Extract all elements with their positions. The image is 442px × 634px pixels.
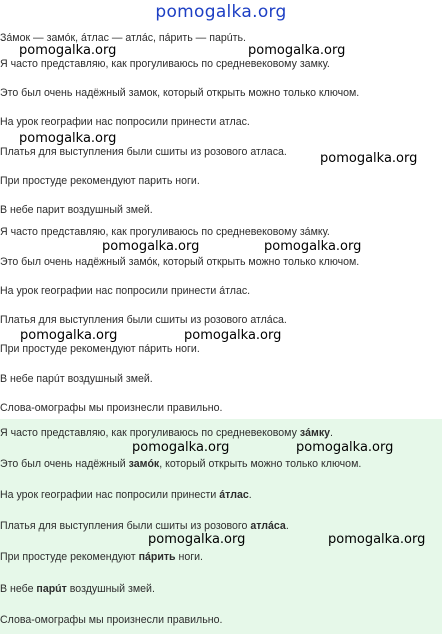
answer-text: При простуде рекомендуют	[0, 551, 139, 563]
answer-text: Это был очень надёжный	[0, 458, 129, 470]
sentence-line: На урок географии нас попросили принести áтлас.	[0, 285, 251, 297]
stressed-word: атлáса	[250, 520, 286, 532]
watermark-text: pomogalka.org	[328, 532, 426, 547]
sentence-line: Платья для выступления были сшиты из розового атласа.	[0, 146, 287, 158]
site-header-logo: pomogalka.org	[155, 2, 287, 22]
answer-text: .	[285, 520, 289, 532]
answer-text: воздушный змей.	[66, 583, 155, 595]
answer-text: , который открыть можно только ключом.	[159, 458, 362, 470]
sentence-line: На урок географии нас попросили принести атлас.	[0, 116, 250, 128]
stressed-word: зáмку	[299, 427, 331, 439]
answer-text: Я часто представляю, как прогуливаюсь по средневековому	[0, 427, 300, 439]
watermark-text: pomogalka.org	[19, 131, 117, 146]
watermark-text: pomogalka.org	[248, 43, 346, 58]
watermark-text: pomogalka.org	[132, 440, 230, 455]
answer-text: ноги.	[175, 551, 203, 563]
sentence-line: В небе парúт воздушный змей.	[0, 373, 153, 385]
watermark-text: pomogalka.org	[19, 43, 117, 58]
answer-text: Платья для выступления были сшиты из розового	[0, 520, 251, 532]
answer-line	[0, 427, 333, 440]
answer-line	[0, 614, 222, 627]
stressed-word: парúт	[36, 583, 67, 595]
answer-text: .	[330, 427, 333, 439]
answer-line	[0, 458, 361, 471]
answer-text: Слова-омографы мы произнесли правильно.	[0, 614, 223, 626]
watermark-text: pomogalka.org	[148, 532, 246, 547]
watermark-text: pomogalka.org	[264, 239, 362, 254]
answer-text: В небе	[0, 583, 37, 595]
sentence-line: Я часто представляю, как прогуливаюсь по средневековому зáмку.	[0, 226, 330, 238]
stressed-word: пáрить	[138, 551, 176, 563]
watermark-text: pomogalka.org	[296, 440, 394, 455]
sentence-line: При простуде рекомендуют пáрить ноги.	[0, 343, 200, 355]
sentence-line: Это был очень надёжный замóк, который открыть можно только ключом.	[0, 256, 360, 268]
stressed-word: замóк	[128, 458, 160, 470]
answer-text: На урок географии нас попросили принести	[0, 489, 220, 501]
sentence-line: Это был очень надёжный замок, который открыть можно только ключом.	[0, 87, 360, 99]
answer-line	[0, 583, 155, 596]
stressed-word: áтлас	[219, 489, 249, 501]
answer-line	[0, 551, 203, 564]
answer-line	[0, 520, 289, 533]
sentence-line: Платья для выступления были сшиты из розового атлáса.	[0, 314, 287, 326]
answer-line	[0, 489, 252, 502]
sentence-line: В небе парит воздушный змей.	[0, 204, 153, 216]
answer-text: .	[248, 489, 252, 501]
sentence-line: Я часто представляю, как прогуливаюсь по средневековому замку.	[0, 58, 330, 70]
watermark-text: pomogalka.org	[20, 328, 118, 343]
homograph-pairs-heading: Зáмок — замóк, áтлас — атлáс, пáрить — парúть.	[0, 32, 246, 44]
watermark-text: pomogalka.org	[320, 151, 418, 166]
watermark-text: pomogalka.org	[184, 328, 282, 343]
watermark-text: pomogalka.org	[102, 239, 200, 254]
sentence-line: Слова-омографы мы произнесли правильно.	[0, 402, 223, 414]
sentence-line: При простуде рекомендуют парить ноги.	[0, 175, 200, 187]
